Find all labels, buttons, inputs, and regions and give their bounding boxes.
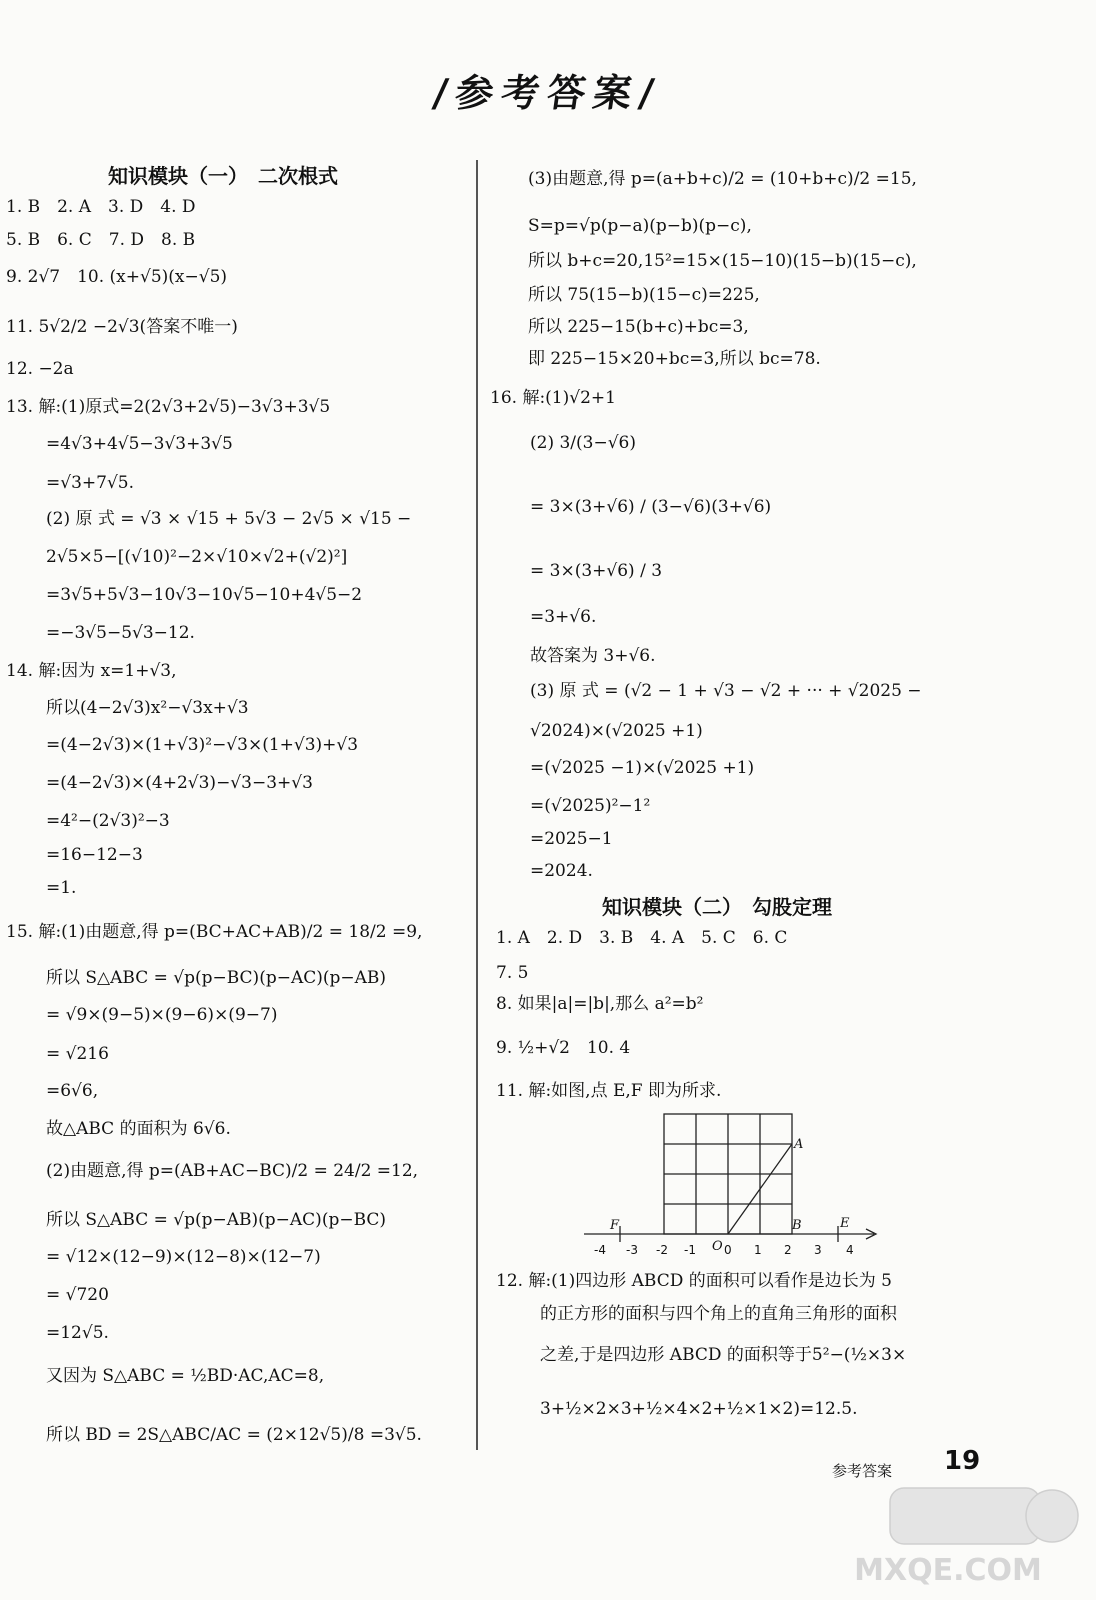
watermark-logo xyxy=(820,1480,1090,1590)
answer-line: 的正方形的面积与四个角上的直角三角形的面积 xyxy=(540,1304,897,1324)
tick-label: 1 xyxy=(754,1243,762,1257)
answer-line: 所以 BD = 2S△ABC/AC = (2×12√5)/8 =3√5. xyxy=(46,1425,422,1445)
answer-line: 1. B 2. A 3. D 4. D xyxy=(6,197,196,217)
answer-line: 12. 解:(1)四边形 ABCD 的面积可以看作是边长为 5 xyxy=(496,1271,892,1291)
answer-line: 即 225−15×20+bc=3,所以 bc=78. xyxy=(528,349,821,369)
answer-line: =(√2025 −1)×(√2025 +1) xyxy=(530,758,755,778)
answer-line: =2024. xyxy=(530,861,593,881)
answer-line: =−3√5−5√3−12. xyxy=(46,623,195,643)
footer-label: 参考答案 xyxy=(832,1462,893,1480)
answer-line: 11. 5√2/2 −2√3(答案不唯一) xyxy=(6,317,238,337)
answer-line: 3+½×2×3+½×4×2+½×1×2)=12.5. xyxy=(540,1399,858,1419)
answer-line: (2)由题意,得 p=(AB+AC−BC)/2 = 24/2 =12, xyxy=(46,1161,419,1181)
answer-line: 所以 b+c=20,15²=15×(15−10)(15−b)(15−c), xyxy=(528,251,917,271)
answer-line: 11. 解:如图,点 E,F 即为所求. xyxy=(496,1081,722,1101)
section-heading-1: 知识模块（一） 二次根式 xyxy=(108,164,338,188)
answer-line: 14. 解:因为 x=1+√3, xyxy=(6,661,177,681)
section-heading-2: 知识模块（二） 勾股定理 xyxy=(602,895,832,919)
tick-label: -1 xyxy=(684,1243,696,1257)
page-title: /参考答案/ xyxy=(430,71,665,115)
answer-line: 1. A 2. D 3. B 4. A 5. C 6. C xyxy=(496,928,788,948)
answer-line: =3+√6. xyxy=(530,607,597,627)
answer-line: =6√6, xyxy=(46,1081,99,1101)
answer-line: 所以(4−2√3)x²−√3x+√3 xyxy=(46,698,249,718)
answer-line: 故△ABC 的面积为 6√6. xyxy=(46,1119,231,1139)
answer-line: = √216 xyxy=(46,1044,109,1064)
answer-line: 9. 2√7 10. (x+√5)(x−√5) xyxy=(6,267,228,287)
answer-line: = 3×(3+√6) / 3 xyxy=(530,561,663,581)
answer-line: 故答案为 3+√6. xyxy=(530,646,656,666)
tick-label: 2 xyxy=(784,1243,792,1257)
answer-line: =4√3+4√5−3√3+3√5 xyxy=(46,434,233,454)
answer-line: 又因为 S△ABC = ½BD·AC,AC=8, xyxy=(46,1366,325,1386)
answer-line: 所以 225−15(b+c)+bc=3, xyxy=(528,317,749,337)
answer-line: S=p=√p(p−a)(p−b)(p−c), xyxy=(528,216,752,236)
answer-line: 16. 解:(1)√2+1 xyxy=(490,388,616,408)
answer-line: (2) 原 式 = √3 × √15 + 5√3 − 2√5 × √15 − xyxy=(46,509,412,529)
answer-line: =3√5+5√3−10√3−10√5−10+4√5−2 xyxy=(46,585,363,605)
answer-line: 12. −2a xyxy=(6,359,74,379)
answer-line: =2025−1 xyxy=(530,829,613,849)
answer-line: 5. B 6. C 7. D 8. B xyxy=(6,230,196,250)
answer-line: =(4−2√3)×(1+√3)²−√3×(1+√3)+√3 xyxy=(46,735,359,755)
point-label-o: O xyxy=(712,1239,723,1254)
grid-figure xyxy=(580,1108,890,1258)
answer-line: (3) 原 式 = (√2 − 1 + √3 − √2 + ··· + √2025 − xyxy=(530,681,922,701)
answer-line: = 3×(3+√6) / (3−√6)(3+√6) xyxy=(530,497,772,517)
point-label-b: B xyxy=(792,1218,802,1233)
answer-line: 2√5×5−[(√10)²−2×√10×√2+(√2)²] xyxy=(46,547,348,567)
answer-line: 9. ½+√2 10. 4 xyxy=(496,1038,631,1058)
answer-line: 7. 5 xyxy=(496,963,529,983)
answer-line: =16−12−3 xyxy=(46,845,143,865)
answer-line: 所以 S△ABC = √p(p−AB)(p−AC)(p−BC) xyxy=(46,1210,387,1230)
point-label-e: E xyxy=(840,1216,850,1231)
answer-line: = √720 xyxy=(46,1285,109,1305)
tick-label: 4 xyxy=(846,1243,854,1257)
answer-line: (2) 3/(3−√6) xyxy=(530,433,637,453)
answer-line: = √9×(9−5)×(9−6)×(9−7) xyxy=(46,1005,278,1025)
answer-line: =4²−(2√3)²−3 xyxy=(46,811,170,831)
answer-line: 所以 75(15−b)(15−c)=225, xyxy=(528,285,760,305)
answer-line: =(4−2√3)×(4+2√3)−√3−3+√3 xyxy=(46,773,313,793)
answer-line: 之差,于是四边形 ABCD 的面积等于5²−(½×3× xyxy=(540,1345,907,1365)
answer-line: √2024)×(√2025 +1) xyxy=(530,721,703,741)
answer-line: =12√5. xyxy=(46,1323,109,1343)
tick-label: -2 xyxy=(656,1243,668,1257)
page-number: 19 xyxy=(944,1446,981,1476)
answer-line: = √12×(12−9)×(12−8)×(12−7) xyxy=(46,1247,321,1267)
answer-line: =1. xyxy=(46,878,77,898)
point-label-f: F xyxy=(610,1218,620,1233)
answer-line: =(√2025)²−1² xyxy=(530,796,651,816)
answer-line: 所以 S△ABC = √p(p−BC)(p−AC)(p−AB) xyxy=(46,968,387,988)
tick-label: -3 xyxy=(626,1243,638,1257)
answer-line: 8. 如果|a|=|b|,那么 a²=b² xyxy=(496,994,704,1014)
tick-label: 3 xyxy=(814,1243,822,1257)
tick-label: 0 xyxy=(724,1243,732,1257)
answer-line: 15. 解:(1)由题意,得 p=(BC+AC+AB)/2 = 18/2 =9, xyxy=(6,922,423,942)
answer-line: =√3+7√5. xyxy=(46,473,135,493)
answer-line: 13. 解:(1)原式=2(2√3+2√5)−3√3+3√5 xyxy=(6,397,331,417)
tick-label: -4 xyxy=(594,1243,606,1257)
watermark-text: MXQE.COM xyxy=(854,1553,1042,1588)
point-label-a: A xyxy=(794,1137,804,1152)
answer-line: (3)由题意,得 p=(a+b+c)/2 = (10+b+c)/2 =15, xyxy=(528,169,917,189)
column-divider xyxy=(476,160,478,1450)
